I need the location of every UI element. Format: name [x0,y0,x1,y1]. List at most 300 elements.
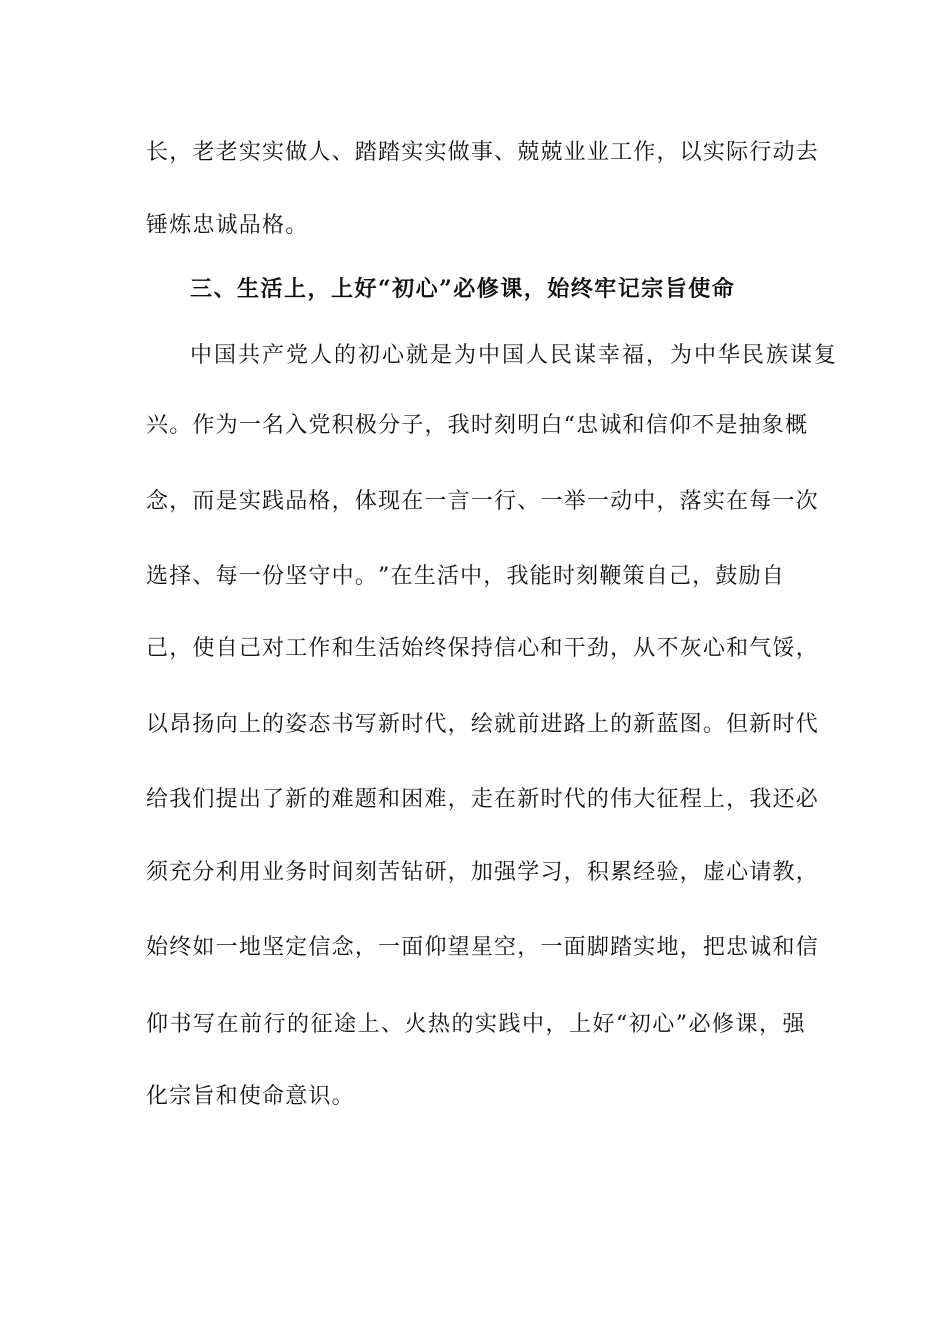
glyph: 老 [192,140,216,165]
glyph: 、 [381,1012,405,1037]
glyph: 了 [262,787,286,812]
glyph: 好 [592,1012,616,1037]
glyph: 研 [424,860,448,885]
glyph: 守 [308,564,332,589]
glyph: 途 [334,1012,358,1037]
glyph: 新 [378,712,402,737]
glyph: 一 [424,489,448,514]
glyph: 必 [795,787,819,812]
glyph: 钻 [401,860,425,885]
glyph: 实 [401,140,425,165]
glyph: ， [169,636,193,661]
glyph: 念 [331,935,355,960]
glyph: ， [354,935,379,960]
glyph: 一 [540,489,564,514]
glyph: 能 [529,564,553,589]
glyph: 难 [331,787,355,812]
glyph: 新 [749,712,773,737]
glyph: 时 [470,413,495,438]
glyph: 大 [633,787,657,812]
glyph: 生 [354,636,379,661]
glyph: 品 [285,489,309,514]
glyph: 策 [622,564,646,589]
glyph: 业 [586,140,611,165]
glyph: 保 [447,636,471,661]
glyph: 地 [656,935,680,960]
glyph: 上 [357,1012,381,1037]
glyph: 一 [470,489,495,514]
glyph: 际 [726,140,750,165]
glyph: 就 [494,712,518,737]
glyph: 以 [146,712,170,737]
glyph: 路 [563,712,587,737]
glyph: 在 [494,787,518,812]
glyph: 举 [563,489,587,514]
glyph: 务 [285,860,309,885]
glyph: 仰 [146,1012,170,1037]
glyph: 绘 [470,712,495,737]
glyph: 在 [726,489,750,514]
glyph: 刻 [576,564,600,589]
glyph: 从 [633,636,657,661]
glyph: 心 [652,1012,676,1037]
glyph: 扬 [192,712,216,737]
section-heading: 三、生活上，上好“初心”必修课，始终牢记宗旨使命 [190,276,736,302]
glyph: 题 [354,787,379,812]
glyph: 实 [424,140,448,165]
glyph: 以 [679,140,703,165]
glyph: 如 [192,935,216,960]
glyph: 自 [645,564,669,589]
glyph: 选 [146,564,170,589]
glyph: 和 [772,935,796,960]
glyph: 积 [586,860,611,885]
glyph: 体 [354,489,379,514]
glyph: 作 [192,413,216,438]
glyph: 一 [586,489,611,514]
glyph: 新 [517,787,541,812]
glyph: 择 [169,564,193,589]
glyph: 馁 [772,636,796,661]
glyph: 踏 [354,140,379,165]
glyph: 念 [146,489,170,514]
glyph: 伟 [610,787,634,812]
glyph: 的 [610,712,634,737]
glyph: 劲 [586,636,611,661]
glyph: 入 [285,413,309,438]
glyph: 使 [192,636,216,661]
glyph: 我 [749,787,773,812]
glyph: 利 [215,860,239,885]
glyph: 时 [308,860,332,885]
glyph: 请 [749,860,773,885]
glyph: 。 [354,564,379,589]
glyph: ， [563,860,587,885]
glyph: 刻 [354,860,379,885]
glyph: 灰 [679,636,703,661]
glyph: 己 [146,636,170,661]
glyph: 在 [216,1012,240,1037]
glyph: 积 [331,413,355,438]
paragraph-line: 化宗旨和使命意识。 [146,1084,355,1109]
paragraph-line [146,933,819,963]
glyph: 名 [262,413,286,438]
glyph: 信 [494,636,518,661]
glyph: 实 [633,935,657,960]
glyph: ” [378,564,391,589]
glyph: 干 [563,636,587,661]
glyph: 望 [447,935,471,960]
glyph: 每 [215,564,239,589]
glyph: 星 [470,935,495,960]
glyph: 心 [726,860,750,885]
glyph: 人 [308,140,332,165]
glyph: 图 [679,712,703,737]
glyph: 走 [470,787,495,812]
glyph: 现 [378,489,402,514]
glyph: 代 [563,787,587,812]
glyph: 己 [238,636,263,661]
glyph: ， [447,860,471,885]
glyph: 活 [436,564,461,589]
glyph: 实 [702,489,727,514]
glyph: 是 [215,489,239,514]
glyph: 脚 [586,935,611,960]
glyph: 书 [169,1012,193,1037]
glyph: 子 [401,413,425,438]
glyph: 次 [795,489,819,514]
glyph: 间 [331,860,355,885]
glyph: 为 [215,413,239,438]
glyph: 诚 [749,935,773,960]
glyph: 上 [569,1012,593,1037]
glyph: 上 [586,712,611,737]
glyph: 代 [795,712,819,737]
glyph: 一 [540,935,564,960]
glyph: 一 [238,413,263,438]
paragraph-line [146,858,819,888]
glyph: 持 [470,636,495,661]
glyph: 仰 [668,413,693,438]
glyph: ” [675,1012,689,1037]
glyph: ， [447,787,471,812]
glyph: 自 [761,564,785,589]
glyph: 我 [447,413,471,438]
glyph: 教 [772,860,796,885]
glyph: 课 [735,1012,759,1037]
glyph: 分 [192,860,216,885]
glyph: 时 [552,564,577,589]
glyph: 加 [470,860,495,885]
glyph: 时 [540,787,564,812]
glyph: 经 [633,860,657,885]
glyph: 终 [424,636,448,661]
glyph: ， [726,787,750,812]
glyph: ， [795,636,819,661]
glyph: ， [679,860,703,885]
glyph: 业 [563,140,587,165]
paragraph-line [146,138,819,168]
glyph: 作 [633,140,657,165]
glyph: 踏 [378,140,402,165]
glyph: 坚 [262,935,286,960]
paragraph-line [146,710,819,740]
glyph: 言 [447,489,471,514]
glyph: 忠 [726,935,750,960]
glyph: 去 [795,140,819,165]
glyph: ， [447,712,471,737]
glyph: 始 [146,935,170,960]
glyph: ， [610,636,634,661]
glyph: 但 [726,712,750,737]
glyph: 自 [215,636,239,661]
glyph: 在 [401,489,425,514]
glyph: 明 [517,413,541,438]
glyph: 代 [424,712,448,737]
glyph: 中 [460,564,484,589]
glyph: 难 [424,787,448,812]
glyph: 分 [378,413,402,438]
glyph: 的 [262,712,286,737]
glyph: 充 [169,860,193,885]
glyph: 困 [401,787,425,812]
glyph: 习 [540,860,564,885]
glyph: 一 [215,935,239,960]
glyph: 上 [702,787,727,812]
glyph: 诚 [599,413,623,438]
glyph: 新 [633,712,657,737]
glyph: 仰 [424,935,448,960]
glyph: 活 [378,636,402,661]
glyph: 抽 [738,413,762,438]
glyph: 、 [331,140,355,165]
glyph: 的 [308,787,332,812]
glyph: 踏 [610,935,634,960]
glyph: 兴 [146,413,170,438]
glyph: 工 [610,140,634,165]
glyph: 气 [749,636,773,661]
glyph: 和 [540,636,564,661]
glyph: 坚 [285,564,309,589]
glyph: 。 [169,413,193,438]
glyph: 生 [413,564,437,589]
glyph: 每 [749,489,773,514]
glyph: 不 [692,413,716,438]
glyph: 给 [146,787,170,812]
glyph: 还 [772,787,796,812]
paragraph-line [146,785,819,815]
glyph: 地 [238,935,263,960]
glyph: 信 [645,413,669,438]
glyph: 定 [285,935,309,960]
glyph: 修 [712,1012,736,1037]
glyph: 上 [238,712,263,737]
glyph: 实 [262,140,286,165]
glyph: 的 [586,787,611,812]
glyph: 强 [494,860,518,885]
glyph: ， [545,1012,569,1037]
glyph: 白 [540,413,564,438]
glyph: 心 [702,636,727,661]
glyph: 蓝 [656,712,680,737]
glyph: 践 [498,1012,522,1037]
glyph: 心 [517,636,541,661]
glyph: 和 [331,636,355,661]
glyph: 格 [308,489,332,514]
glyph: 时 [772,712,796,737]
glyph: 己 [668,564,693,589]
glyph: 进 [540,712,564,737]
glyph: 行 [263,1012,287,1037]
glyph: 写 [193,1012,217,1037]
paragraph-line: 中国共产党人的初心就是为中国人民谋幸福，为中华民族谋复 [190,343,839,368]
glyph: 实 [238,489,263,514]
glyph: 征 [656,787,680,812]
glyph: 鼓 [715,564,739,589]
glyph: 空 [494,935,518,960]
glyph: 虚 [702,860,727,885]
glyph: 面 [401,935,425,960]
glyph: 实 [475,1012,499,1037]
glyph: ， [169,140,193,165]
glyph: ， [424,413,448,438]
glyph: 而 [192,489,216,514]
glyph: 动 [772,140,796,165]
paragraph-line [146,562,785,592]
glyph: 老 [215,140,239,165]
glyph: 把 [702,935,727,960]
glyph: 我 [169,787,193,812]
glyph: 火 [404,1012,428,1037]
glyph: 用 [238,860,263,885]
glyph: “ [616,1012,629,1037]
glyph: 中 [522,1012,546,1037]
glyph: 实 [238,140,263,165]
glyph: 、 [517,489,541,514]
glyph: ， [795,860,819,885]
glyph: 兢 [540,140,564,165]
glyph: 做 [285,140,309,165]
paragraph-line [146,634,819,664]
glyph: 一 [238,564,263,589]
glyph: ， [656,489,680,514]
glyph: ， [679,935,703,960]
glyph: 一 [772,489,796,514]
glyph: ， [483,564,507,589]
glyph: 党 [308,413,332,438]
glyph: 、 [494,140,518,165]
paragraph-line [146,411,809,441]
paragraph-line [146,1010,806,1040]
glyph: 中 [633,489,657,514]
glyph: 始 [401,636,425,661]
glyph: 极 [354,413,379,438]
glyph: 提 [215,787,239,812]
glyph: 须 [146,860,170,885]
glyph: 行 [749,140,773,165]
glyph: 向 [215,712,239,737]
glyph: ， [692,564,716,589]
glyph: 和 [378,787,402,812]
glyph: 前 [517,712,541,737]
glyph: 初 [628,1012,652,1037]
glyph: 信 [795,935,819,960]
glyph: 验 [656,860,680,885]
glyph: 中 [331,564,355,589]
glyph: 。 [702,712,727,737]
glyph: 终 [169,935,193,960]
glyph: ， [169,489,193,514]
glyph: 落 [679,489,703,514]
glyph: 事 [470,140,495,165]
glyph: 的 [287,1012,311,1037]
glyph: 态 [308,712,332,737]
glyph: 们 [192,787,216,812]
glyph: 兢 [517,140,541,165]
glyph: 征 [310,1012,334,1037]
glyph: ， [759,1012,783,1037]
glyph: 对 [262,636,286,661]
glyph: 践 [262,489,286,514]
glyph: 不 [656,636,680,661]
glyph: 我 [506,564,530,589]
glyph: 份 [262,564,286,589]
glyph: 在 [390,564,414,589]
glyph: 是 [715,413,739,438]
glyph: ， [331,489,355,514]
glyph: 必 [688,1012,712,1037]
glyph: 新 [285,787,309,812]
glyph: 鞭 [599,564,623,589]
glyph: 苦 [378,860,402,885]
glyph: 行 [494,489,518,514]
glyph: 时 [401,712,425,737]
glyph: ， [656,140,680,165]
glyph: 书 [331,712,355,737]
glyph: 面 [563,935,587,960]
glyph: 、 [192,564,216,589]
glyph: 实 [702,140,727,165]
glyph: 象 [761,413,785,438]
glyph: ， [517,935,541,960]
glyph: 前 [240,1012,264,1037]
glyph: 强 [782,1012,806,1037]
glyph: 累 [610,860,634,885]
glyph: 热 [428,1012,452,1037]
glyph: 信 [308,935,332,960]
glyph: 业 [262,860,286,885]
glyph: 做 [447,140,471,165]
glyph: 刻 [494,413,518,438]
glyph: 昂 [169,712,193,737]
glyph: 一 [378,935,402,960]
glyph: 和 [726,636,750,661]
glyph: 作 [308,636,332,661]
glyph: 和 [622,413,646,438]
glyph: 忠 [576,413,600,438]
glyph: 出 [238,787,263,812]
glyph: 的 [451,1012,475,1037]
glyph: 学 [517,860,541,885]
glyph: 程 [679,787,703,812]
glyph: 励 [738,564,762,589]
paragraph-line [146,487,819,517]
paragraph-line: 锤炼忠诚品格。 [146,213,309,238]
glyph: 概 [784,413,809,438]
glyph: “ [563,413,577,438]
glyph: 动 [610,489,634,514]
glyph: 姿 [285,712,309,737]
